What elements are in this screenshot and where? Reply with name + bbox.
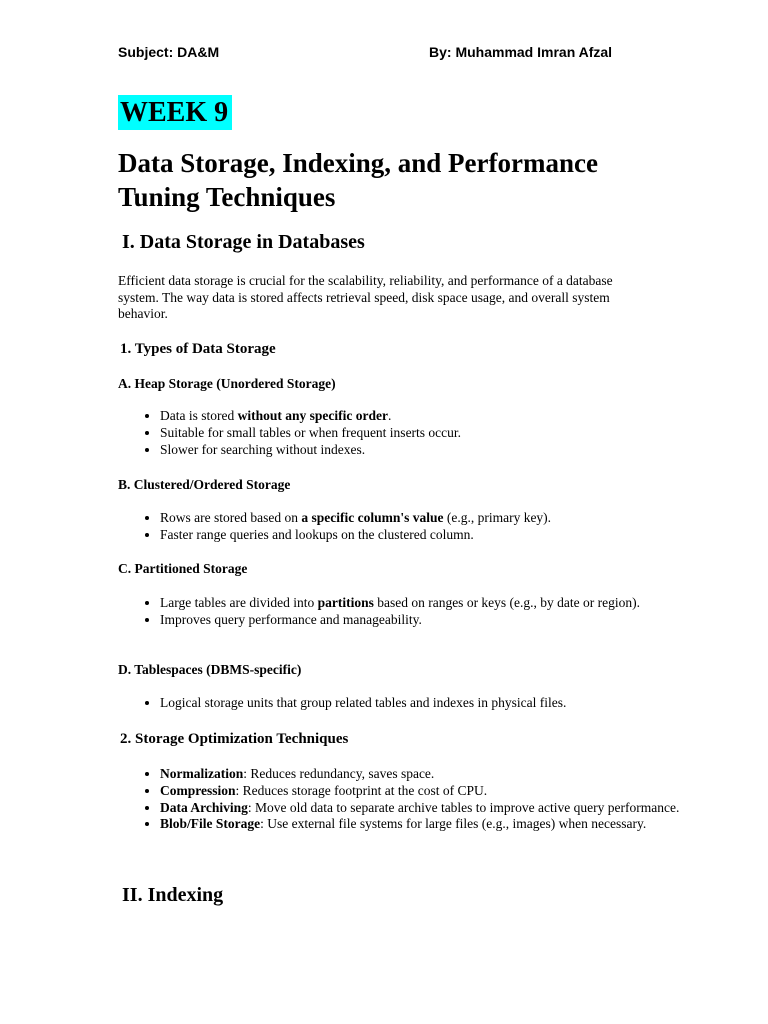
section-heading-indexing: II. Indexing — [122, 884, 224, 906]
list-item: • Improves query performance and manageability. — [160, 612, 660, 629]
author-label: By: Muhammad Imran Afzal — [429, 44, 613, 60]
list-item: • Suitable for small tables or when frequent inserts occur. — [160, 425, 680, 442]
partitioned-storage-list — [118, 595, 660, 629]
subsection-heading-optimization: 2. Storage Optimization Techniques — [120, 731, 349, 747]
intro-paragraph: Efficient data storage is crucial for the scalability, reliability, and performance of a database system. The way data is stored affects retrieval speed, disk space usage, and overall system behavior. — [118, 273, 613, 321]
list-item: • Normalization: Reduces redundancy, saves space. — [160, 766, 680, 783]
section-heading-data-storage: I. Data Storage in Databases — [122, 231, 365, 253]
heading-clustered-storage: B. Clustered/Ordered Storage — [118, 477, 291, 492]
tablespaces-list — [118, 695, 680, 712]
heading-tablespaces: D. Tablespaces (DBMS-specific) — [118, 662, 302, 677]
subsection-heading-types: 1. Types of Data Storage — [120, 341, 276, 357]
list-item: • Compression: Reduces storage footprint at the cost of CPU. — [160, 783, 680, 800]
heading-heap-storage: A. Heap Storage (Unordered Storage) — [118, 376, 336, 391]
clustered-storage-list — [118, 510, 680, 544]
list-item: • Slower for searching without indexes. — [160, 442, 680, 459]
subject-label: Subject: DA&M — [118, 44, 220, 60]
list-item: • Faster range queries and lookups on the clustered column. — [160, 527, 680, 544]
page-title: Data Storage, Indexing, and Performance Tuning Techniques — [118, 148, 598, 212]
list-item: • Rows are stored based on a specific column's value (e.g., primary key). — [160, 510, 680, 527]
list-item: • Blob/File Storage: Use external file systems for large files (e.g., images) when necessary. — [160, 816, 680, 833]
heap-storage-list — [118, 408, 680, 458]
list-item: • Data Archiving: Move old data to separate archive tables to improve active query performance. — [160, 800, 680, 817]
list-item: • Logical storage units that group related tables and indexes in physical files. — [160, 695, 680, 712]
list-item: • Data is stored without any specific order. — [160, 408, 680, 425]
list-item: • Large tables are divided into partitions based on ranges or keys (e.g., by date or region). — [160, 595, 660, 612]
heading-partitioned-storage: C. Partitioned Storage — [118, 561, 248, 576]
optimization-list — [118, 766, 680, 833]
week-label: WEEK 9 — [118, 95, 232, 130]
